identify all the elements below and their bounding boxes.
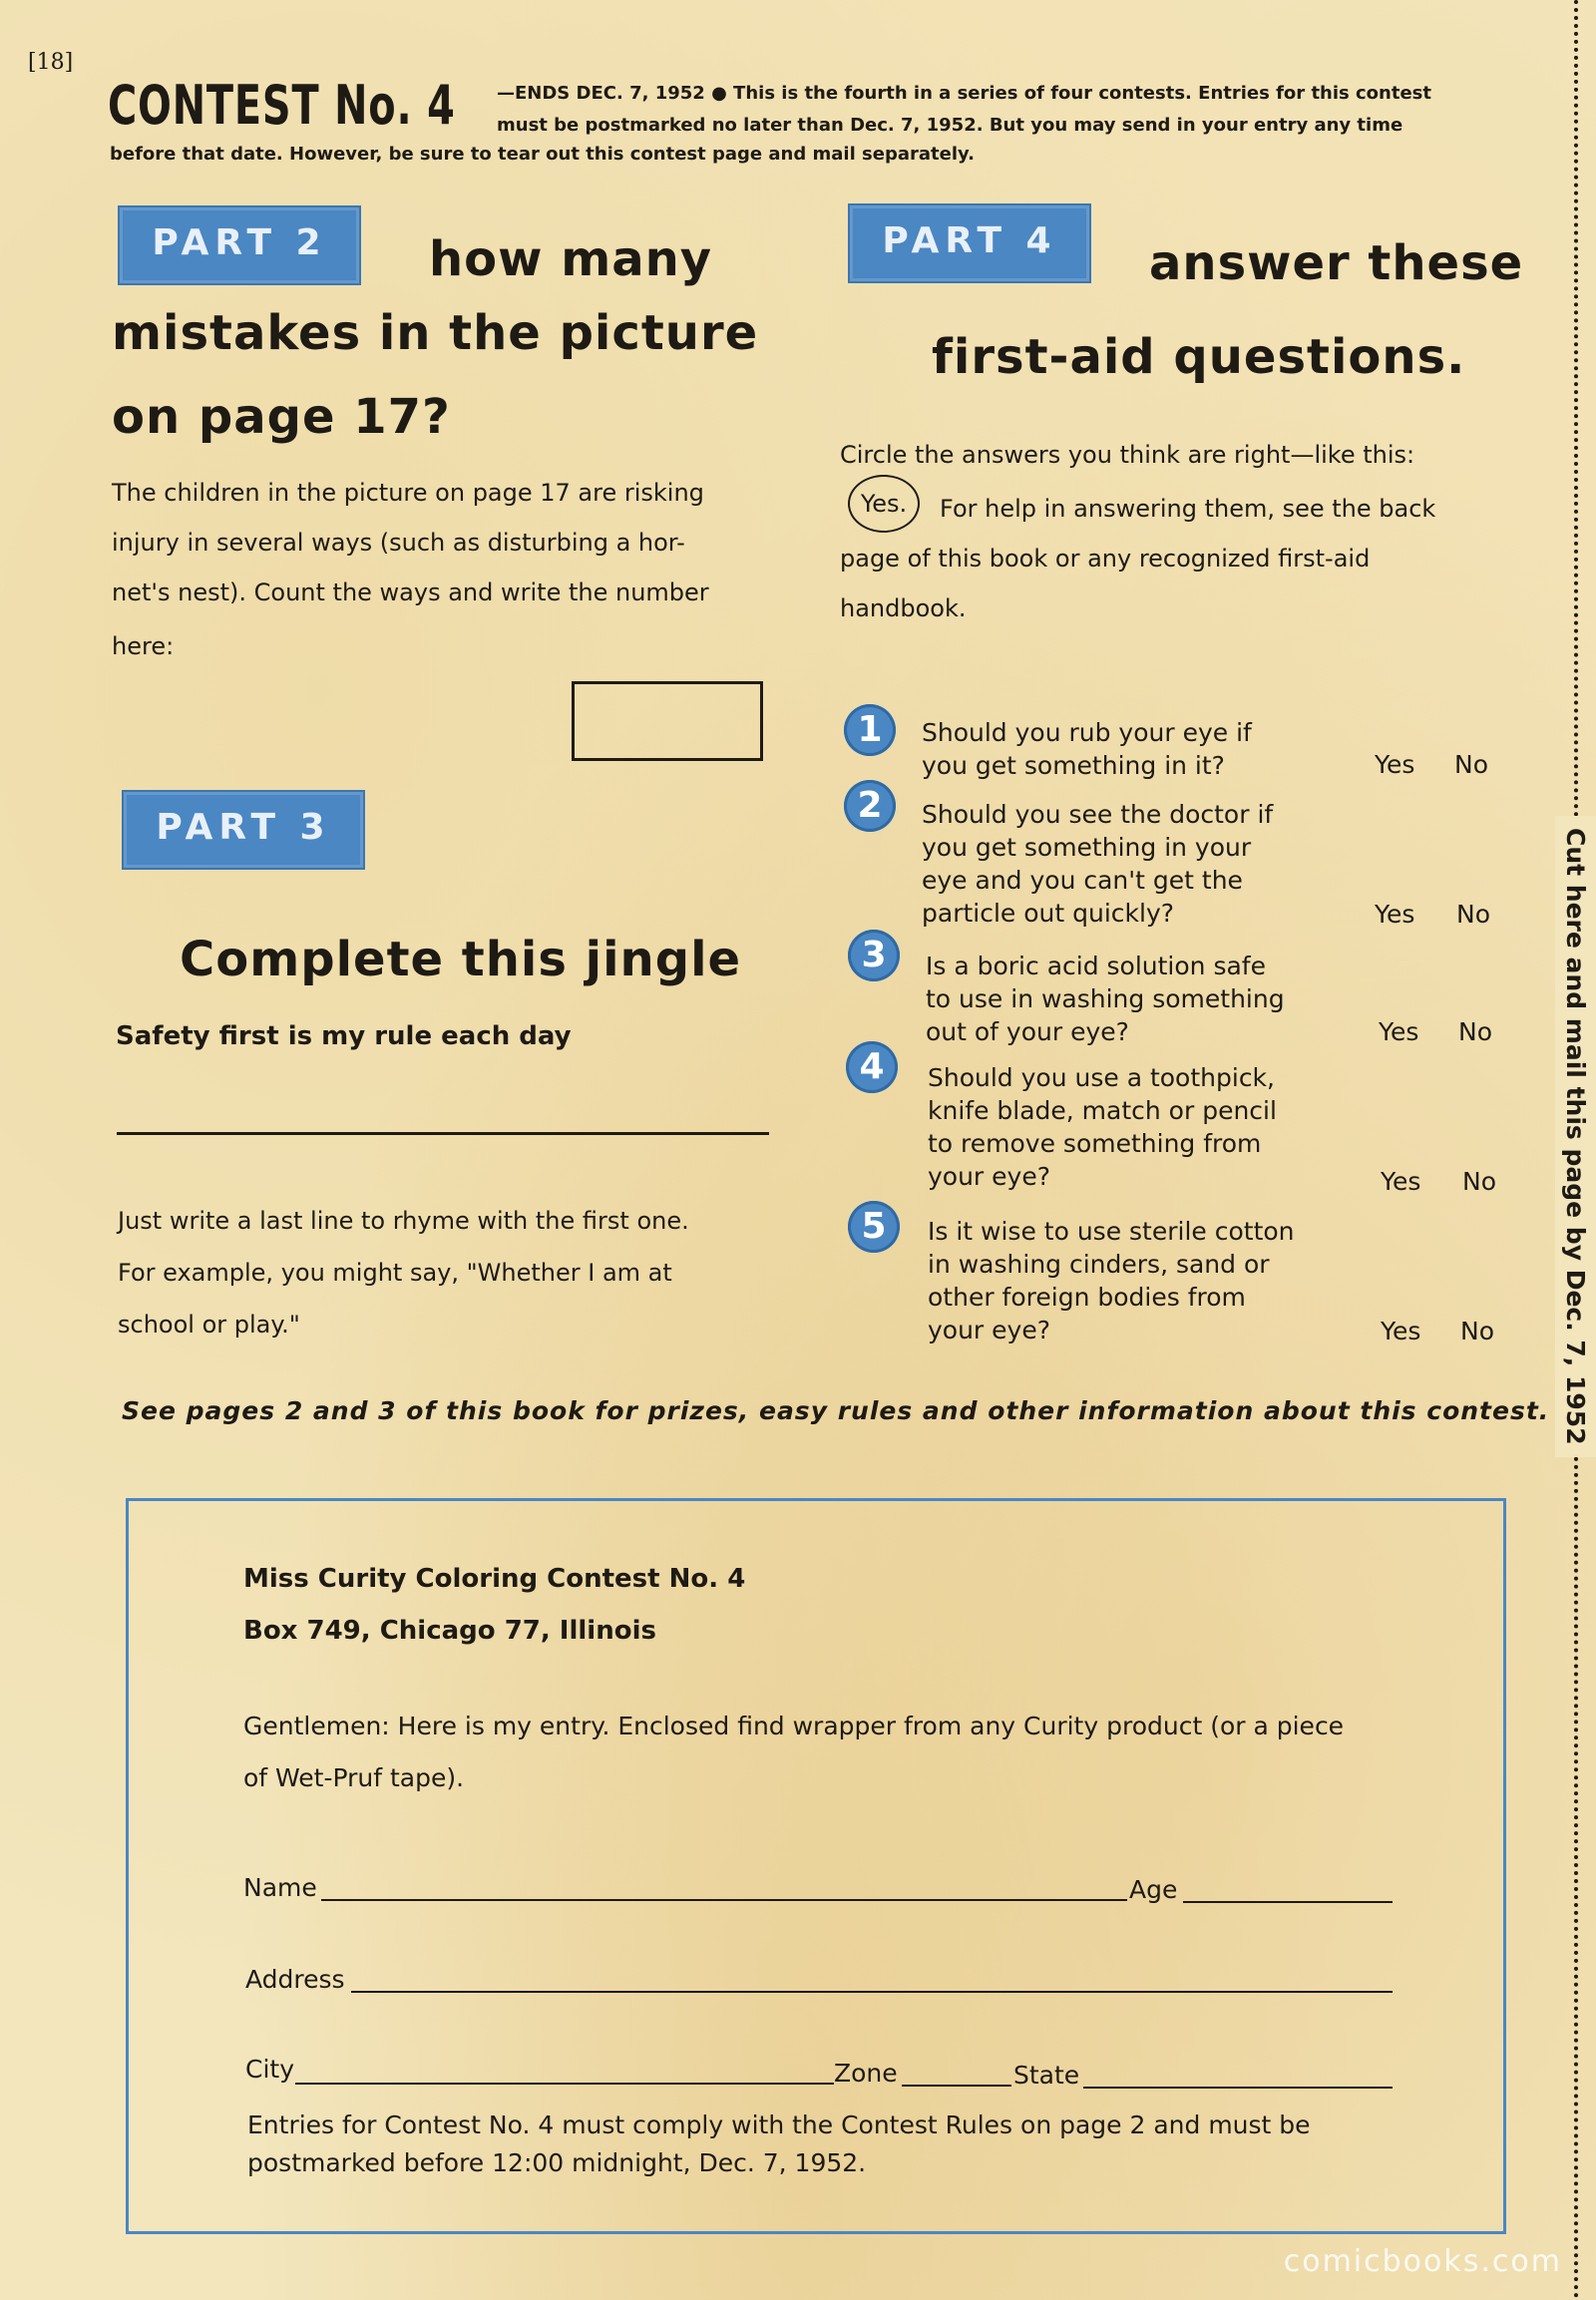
example-yes-circle: Yes. xyxy=(848,475,920,533)
part-4-heading: answer these xyxy=(1149,235,1524,291)
mailing-address-line2: Box 749, Chicago 77, Illinois xyxy=(243,1616,656,1646)
question-line: to remove something from xyxy=(928,1129,1262,1158)
question-2-no[interactable]: No xyxy=(1456,900,1490,929)
jingle-answer-line[interactable] xyxy=(117,1132,769,1135)
question-5-number: 5 xyxy=(848,1201,900,1253)
page-number: [18] xyxy=(28,50,74,75)
question-line: you get something in it? xyxy=(922,751,1225,780)
question-line: out of your eye? xyxy=(926,1017,1129,1046)
name-label: Name xyxy=(243,1873,317,1902)
question-line: Is a boric acid solution safe xyxy=(926,952,1266,980)
city-label: City xyxy=(245,2055,294,2084)
question-1-yes[interactable]: Yes xyxy=(1375,750,1415,779)
part-2-body-4: here: xyxy=(112,632,175,660)
mailing-address-line1: Miss Curity Coloring Contest No. 4 xyxy=(243,1564,746,1594)
question-4-number: 4 xyxy=(846,1041,898,1093)
address-field[interactable] xyxy=(351,1991,1393,1993)
part-2-badge: PART 2 xyxy=(118,205,361,285)
rules-line2: postmarked before 12:00 midnight, Dec. 7, 1952. xyxy=(247,2148,867,2177)
city-field[interactable] xyxy=(295,2083,834,2085)
zone-label: Zone xyxy=(834,2059,898,2088)
state-field[interactable] xyxy=(1083,2087,1393,2089)
part-3-badge: PART 3 xyxy=(122,790,365,870)
age-label: Age xyxy=(1129,1875,1178,1904)
question-line: eye and you can't get the xyxy=(922,866,1243,895)
zone-field[interactable] xyxy=(902,2085,1011,2087)
part-2-answer-box[interactable] xyxy=(572,681,763,761)
question-line: other foreign bodies from xyxy=(928,1283,1246,1312)
question-line: knife blade, match or pencil xyxy=(928,1096,1277,1125)
question-3-text xyxy=(926,950,1345,1048)
part-2-heading-line2: mistakes in the picture xyxy=(112,305,759,361)
rules-line1: Entries for Contest No. 4 must comply with the Contest Rules on page 2 and must be xyxy=(247,2110,1311,2139)
cut-here-instruction: Cut here and mail this page by Dec. 7, 1952 xyxy=(1555,816,1596,1457)
contest-deadline-text: —ENDS DEC. 7, 1952 ● This is the fourth in a series of four contests. Entries for this contest must be postmarked no later than Dec. 7, 1952. But you may send in your entry any time xyxy=(497,83,1431,136)
question-5-yes[interactable]: Yes xyxy=(1381,1317,1421,1345)
watermark: comicbooks.com xyxy=(1283,2244,1562,2279)
contest-title: CONTEST No. 4 xyxy=(108,74,456,137)
part-2-body-2: injury in several ways (such as disturbing a hor- xyxy=(112,529,685,557)
part-2-heading-line3: on page 17? xyxy=(112,389,451,445)
question-2-text xyxy=(922,798,1341,930)
name-field[interactable] xyxy=(321,1899,1127,1901)
part-3-body: Just write a last line to rhyme with the first one. xyxy=(118,1207,689,1235)
question-2-yes[interactable]: Yes xyxy=(1375,900,1415,929)
question-line: your eye? xyxy=(928,1316,1050,1344)
part-2-heading: how many xyxy=(429,231,713,287)
question-4-no[interactable]: No xyxy=(1462,1167,1496,1196)
part-4-intro-2: For help in answering them, see the back xyxy=(940,495,1436,523)
question-2-number: 2 xyxy=(844,780,896,832)
part-3-body-3: school or play." xyxy=(118,1311,300,1339)
age-field[interactable] xyxy=(1183,1901,1393,1903)
question-line: your eye? xyxy=(928,1162,1050,1191)
part-3-body-2: For example, you might say, "Whether I am at xyxy=(118,1259,672,1287)
question-4-text xyxy=(928,1061,1347,1193)
question-line: you get something in your xyxy=(922,833,1252,862)
question-line: in washing cinders, sand or xyxy=(928,1250,1270,1279)
question-4-yes[interactable]: Yes xyxy=(1381,1167,1421,1196)
part-4-badge: PART 4 xyxy=(848,203,1091,283)
part-3-heading: Complete this jingle xyxy=(180,932,742,987)
question-3-yes[interactable]: Yes xyxy=(1379,1017,1419,1046)
part-2-body-3: net's nest). Count the ways and write the number xyxy=(112,578,709,606)
question-line: Should you rub your eye if xyxy=(922,718,1252,747)
part-4-heading-line2: first-aid questions. xyxy=(932,329,1466,385)
part-2-body: The children in the picture on page 17 are risking xyxy=(112,479,704,507)
contest-deadline-text-2: before that date. However, be sure to tear out this contest page and mail separately. xyxy=(110,144,975,165)
question-line: to use in washing something xyxy=(926,984,1285,1013)
part-4-intro-3: page of this book or any recognized first-aid xyxy=(840,545,1371,573)
question-line: Is it wise to use sterile cotton xyxy=(928,1217,1295,1246)
question-1-no[interactable]: No xyxy=(1454,750,1488,779)
question-line: Should you use a toothpick, xyxy=(928,1063,1275,1092)
address-label: Address xyxy=(245,1965,345,1994)
question-line: particle out quickly? xyxy=(922,899,1175,928)
question-3-number: 3 xyxy=(848,930,900,981)
question-line: Should you see the doctor if xyxy=(922,800,1274,829)
question-3-no[interactable]: No xyxy=(1458,1017,1492,1046)
entry-letter-line2: of Wet-Pruf tape). xyxy=(243,1763,465,1792)
jingle-prompt: Safety first is my rule each day xyxy=(116,1021,572,1051)
part-4-intro-4: handbook. xyxy=(840,594,967,622)
entry-letter-line1: Gentlemen: Here is my entry. Enclosed find wrapper from any Curity product (or a piece xyxy=(243,1712,1345,1740)
question-5-no[interactable]: No xyxy=(1460,1317,1494,1345)
question-5-text xyxy=(928,1215,1347,1346)
part-4-intro: Circle the answers you think are right—like this: xyxy=(840,441,1415,469)
contest-info-note: See pages 2 and 3 of this book for prizes, easy rules and other information about this contest. xyxy=(122,1396,1550,1425)
question-1-text xyxy=(922,716,1341,782)
question-1-number: 1 xyxy=(844,704,896,756)
state-label: State xyxy=(1013,2061,1080,2090)
